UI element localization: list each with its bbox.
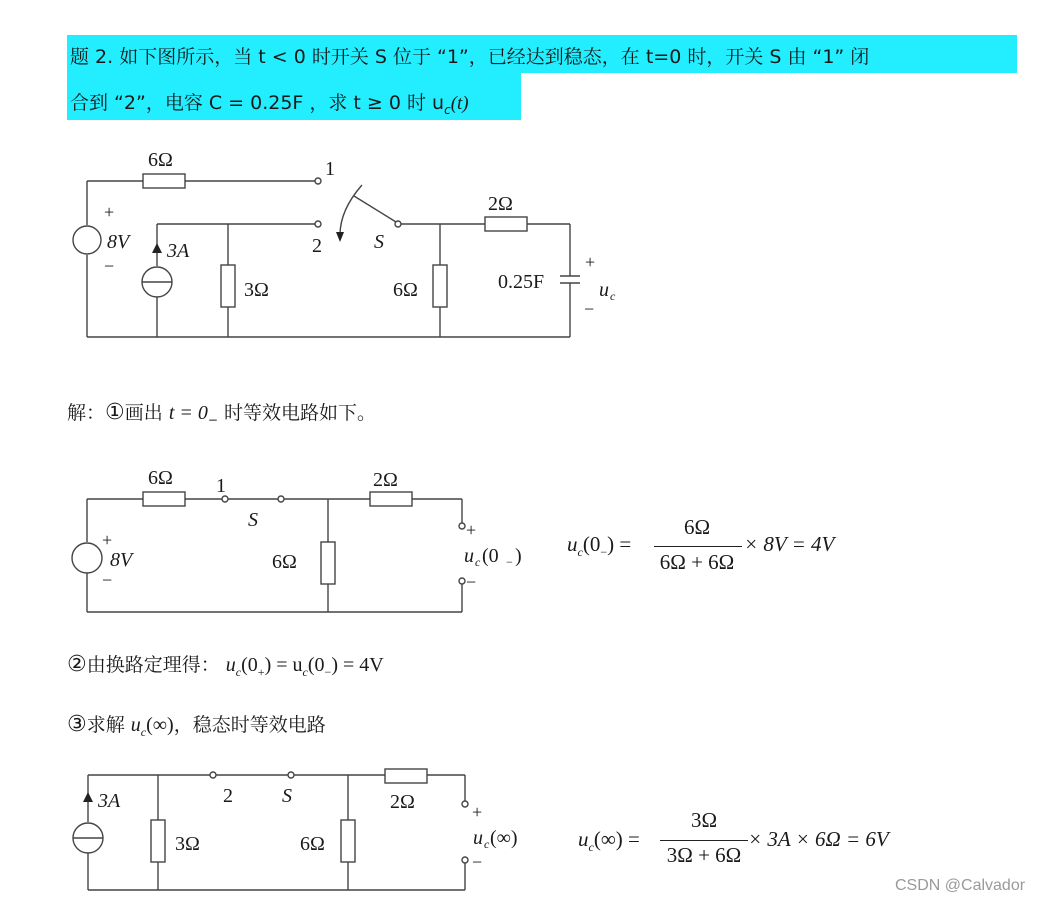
label-uc-arg-sub: − [506, 555, 513, 569]
problem-line2 [70, 88, 469, 117]
resistor-3 [221, 265, 235, 307]
eq1-rhs: × 8V = 4V [744, 532, 835, 556]
resistor-2 [485, 217, 527, 231]
step1-math-sub: − [207, 412, 218, 427]
step1-math: t = 0 [168, 402, 208, 424]
step3 [67, 710, 326, 740]
step2-eq-a-sub: + [257, 665, 265, 679]
eq2-lhs [578, 827, 640, 855]
eq1-close: ) = [607, 532, 632, 556]
label-uc-arg: (∞) [490, 827, 518, 849]
terminal-s [288, 772, 294, 778]
step2 [67, 650, 384, 680]
label-2: 2Ω [488, 193, 513, 215]
step3-math [130, 714, 174, 739]
eq1-fraction-bar [654, 546, 742, 547]
label-cap-plus: + [585, 252, 596, 272]
label-uc: u [464, 545, 474, 567]
label-switch: S [282, 785, 292, 807]
step1-text-b: 时等效电路如下。 [223, 402, 376, 424]
label-uc-close: ) [515, 545, 522, 567]
circuit-diagram-1 [60, 140, 640, 345]
step1-circle: ① [105, 400, 125, 425]
label-2: 2Ω [373, 469, 398, 491]
step2-eq-sub: c [235, 665, 242, 679]
label-6-top: 6Ω [148, 149, 173, 171]
resistor-6 [321, 542, 335, 584]
step2-eq-b-sub: c [302, 665, 308, 679]
label-2: 2Ω [390, 791, 415, 813]
label-6-top: 6Ω [148, 467, 173, 489]
eq1-u-sub: c [577, 545, 583, 560]
label-3: 3Ω [175, 833, 200, 855]
resistor-6 [433, 265, 447, 307]
label-3a: 3A [167, 240, 190, 262]
switch-blade [354, 196, 396, 222]
eq1-lhs [567, 532, 631, 560]
label-v-minus: − [104, 256, 115, 276]
step2-text: 由换路定理得： [86, 654, 220, 676]
circuit-diagram-2 [60, 462, 550, 622]
resistor-2 [370, 492, 412, 506]
label-out-minus: − [466, 572, 477, 592]
label-out-minus: − [472, 852, 483, 872]
resistor-6 [341, 820, 355, 862]
step2-eq-c-sub: − [324, 665, 332, 679]
voltage-source-8v [73, 226, 101, 254]
label-8v: 8V [107, 231, 130, 253]
label-3: 3Ω [244, 279, 269, 301]
label-uc: u [473, 827, 483, 849]
resistor-6-top [143, 174, 185, 188]
current-arrow [152, 243, 162, 253]
label-node-2: 2 [312, 235, 322, 257]
eq2-u: u [578, 827, 589, 851]
problem-line1: 题 2. 如下图所示，当 t < 0 时开关 S 位于 “1”，已经达到稳态，在 t=0 时，开关 S 由 “1” 闭 [70, 46, 870, 68]
step3-circle: ③ [67, 712, 87, 737]
step2-eq-b: ) = u [264, 654, 303, 676]
step3-arg: (∞) [146, 714, 174, 736]
eq1-arg: (0 [582, 532, 601, 556]
terminal-2 [210, 772, 216, 778]
label-6: 6Ω [272, 551, 297, 573]
label-plus: + [102, 530, 113, 550]
step1 [67, 398, 376, 427]
label-8v: 8V [110, 549, 133, 571]
eq1-denominator: 6Ω + 6Ω [659, 550, 735, 574]
eq1-numerator: 6Ω [683, 515, 711, 539]
label-out-plus: + [466, 520, 477, 540]
step3-text-a: 求解 [86, 714, 125, 736]
step1-text-a: 画出 [124, 402, 163, 424]
label-node-1: 1 [325, 158, 335, 180]
eq2-numerator: 3Ω [690, 808, 718, 832]
eq2-fraction-bar [660, 840, 748, 841]
terminal-2 [315, 221, 321, 227]
switch-arc [340, 185, 362, 235]
label-uc-sub: c [475, 555, 481, 569]
out-plus-terminal [459, 523, 465, 529]
step3-uc: u [130, 714, 141, 736]
step2-eq-u: u [225, 654, 236, 676]
label-uc-sub: c [484, 837, 490, 851]
problem-line2-sub: c [444, 102, 451, 117]
step3-text-b: ，稳态时等效电路 [173, 714, 326, 736]
label-node-1: 1 [216, 475, 226, 497]
label-uc-sub: c [610, 289, 616, 303]
eq1-arg-sub: − [600, 545, 608, 560]
resistor-3 [151, 820, 165, 862]
label-cap: 0.25F [498, 271, 545, 293]
eq1-u: u [567, 532, 578, 556]
step2-circle: ② [67, 652, 87, 677]
label-6: 6Ω [393, 279, 418, 301]
label-3a: 3A [98, 790, 121, 812]
step1-prefix: 解： [67, 402, 106, 424]
eq2-rhs: × 3A × 6Ω = 6V [748, 827, 889, 851]
eq2-denominator: 3Ω + 6Ω [666, 843, 742, 867]
step2-eq [225, 654, 384, 679]
label-switch: S [374, 231, 384, 253]
voltage-source-8v [72, 543, 102, 573]
terminal-1 [315, 178, 321, 184]
label-uc: u [599, 279, 609, 301]
problem-line2-tail: (t) [450, 93, 469, 114]
label-uc-arg: (0 [482, 545, 499, 567]
out-plus-terminal [462, 801, 468, 807]
label-minus: − [102, 570, 113, 590]
step2-eq-d: ) = 4V [331, 654, 384, 676]
label-6: 6Ω [300, 833, 325, 855]
label-v-plus: + [104, 202, 115, 222]
label-switch: S [248, 509, 258, 531]
out-minus-terminal [459, 578, 465, 584]
eq2-arg: (∞) = [593, 827, 640, 851]
label-out-plus: + [472, 802, 483, 822]
step2-eq-c: (0 [307, 654, 325, 676]
resistor-2 [385, 769, 427, 783]
current-arrow [83, 792, 93, 802]
out-minus-terminal [462, 857, 468, 863]
step2-eq-a: (0 [241, 654, 258, 676]
eq2-u-sub: c [588, 840, 594, 855]
problem-line2-text: 合到 “2”，电容 C = 0.25F ，求 t ≥ 0 时 u [70, 92, 445, 114]
watermark: CSDN @Calvador [895, 877, 1026, 894]
circuit-diagram-3 [60, 760, 560, 900]
switch-arrow [336, 232, 344, 242]
label-node-2: 2 [223, 785, 233, 807]
terminal-s [278, 496, 284, 502]
step3-uc-sub: c [140, 725, 147, 739]
resistor-6-top [143, 492, 185, 506]
label-cap-minus: − [584, 299, 595, 319]
